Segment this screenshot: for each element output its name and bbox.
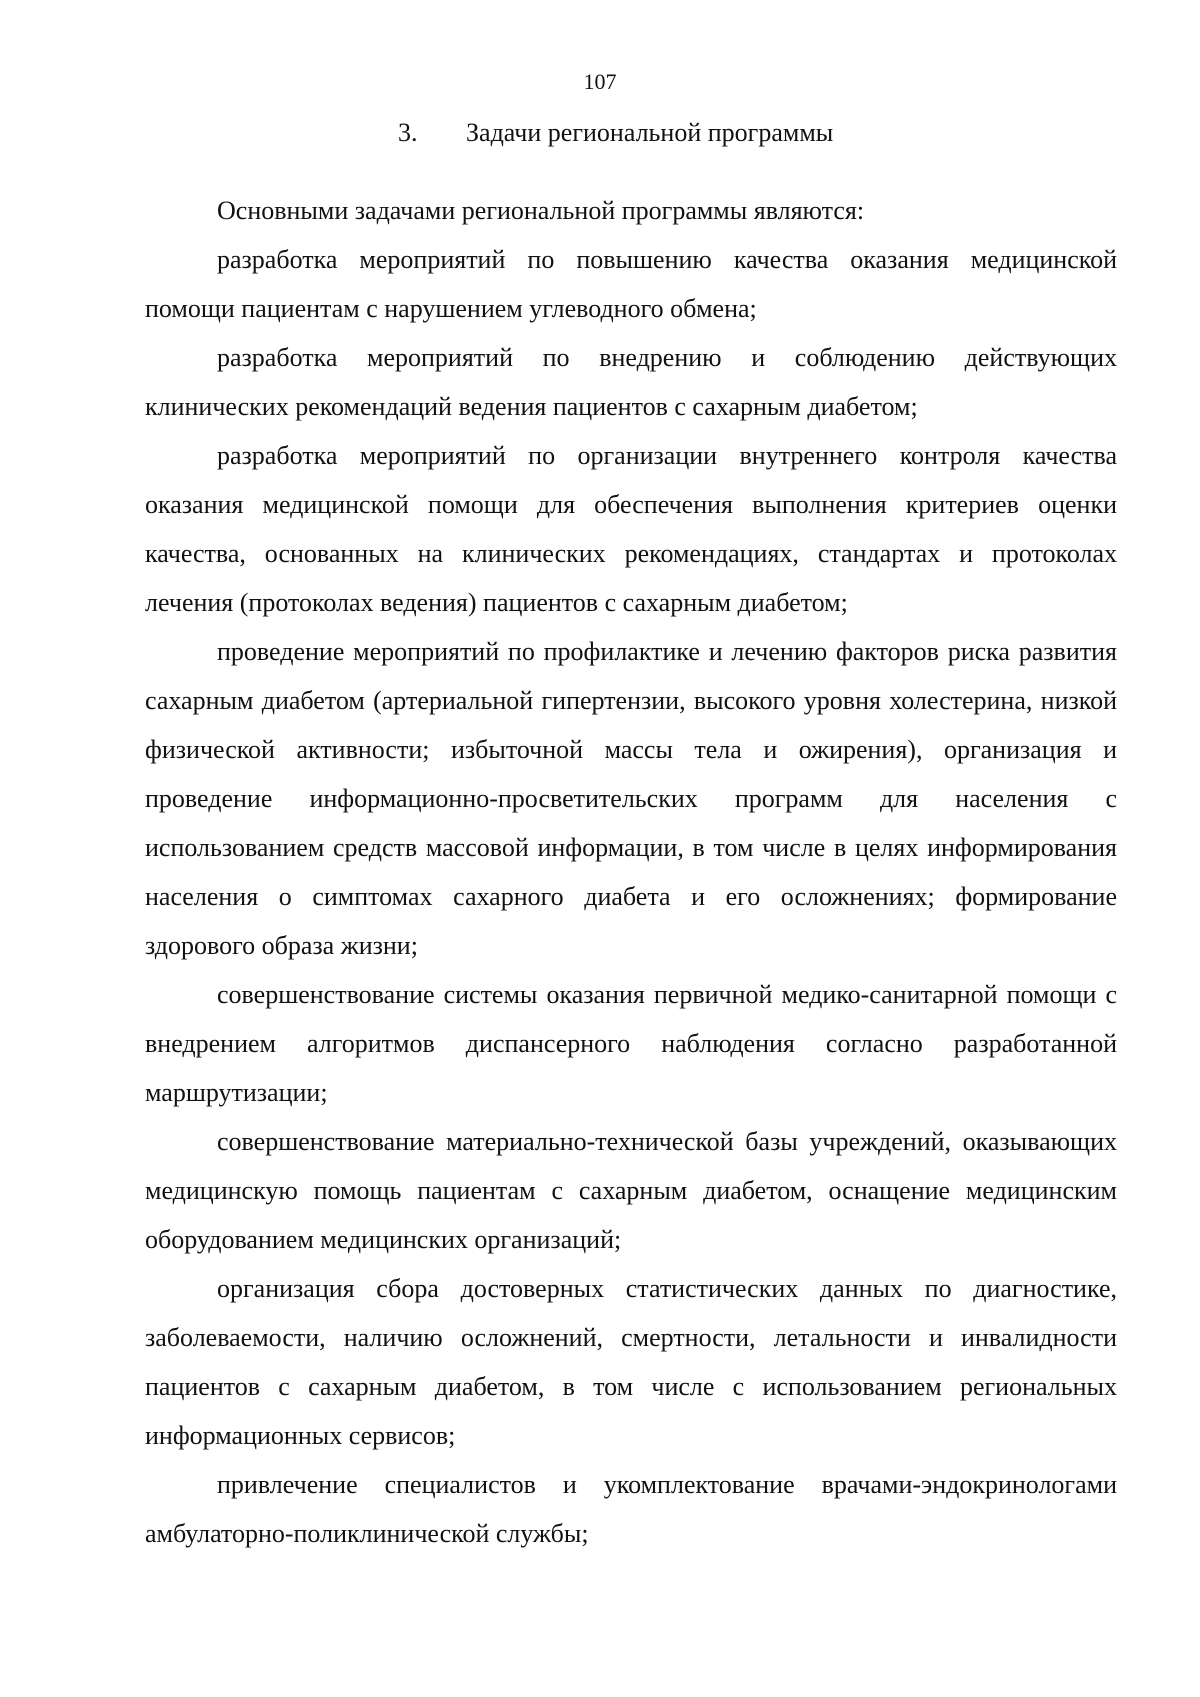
section-number: 3. (398, 118, 418, 147)
paragraph-task: разработка мероприятий по организации внутреннего контроля качества оказания медицинской помощи для обеспечения выполнения критериев оценки качества, основанных на клинических рекомендациях, стандартах и протоколах лечения (протоколах ведения) пациентов с сахарным диабетом; (145, 441, 1117, 617)
paragraph-task: разработка мероприятий по внедрению и соблюдению действующих клинических рекомендаций ведения пациентов с сахарным диабетом; (145, 343, 1117, 421)
section-heading (398, 116, 833, 150)
paragraph-task: разработка мероприятий по повышению качества оказания медицинской помощи пациентам с нарушением углеводного обмена; (145, 245, 1117, 323)
paragraph-task: совершенствование системы оказания первичной медико-санитарной помощи с внедрением алгоритмов диспансерного наблюдения согласно разработанной маршрутизации; (145, 980, 1117, 1107)
paragraph-intro: Основными задачами региональной программы являются: (217, 196, 865, 225)
page-number: 107 (583, 69, 617, 94)
paragraph-task: проведение мероприятий по профилактике и лечению факторов риска развития сахарным диабетом (артериальной гипертензии, высокого уровня холестерина, низкой физической активности; избыточной массы тела и ожирения), организация и проведение информационно-просветительских программ для населения с использованием средств массовой информации, в том числе в целях информирования населения о симптомах сахарного диабета и его осложнениях; формирование здорового образа жизни; (145, 637, 1117, 960)
body-text (145, 186, 1117, 1558)
paragraph-task: привлечение специалистов и укомплектование врачами-эндокринологами амбулаторно-поликлинической службы; (145, 1470, 1117, 1548)
section-title: Задачи региональной программы (466, 118, 834, 147)
paragraph-task: совершенствование материально-технической базы учреждений, оказывающих медицинскую помощь пациентам с сахарным диабетом, оснащение медицинским оборудованием медицинских организаций; (145, 1127, 1117, 1254)
paragraph-task: организация сбора достоверных статистических данных по диагностике, заболеваемости, наличию осложнений, смертности, летальности и инвалидности пациентов с сахарным диабетом, в том числе с использованием региональных информационных сервисов; (145, 1274, 1117, 1450)
